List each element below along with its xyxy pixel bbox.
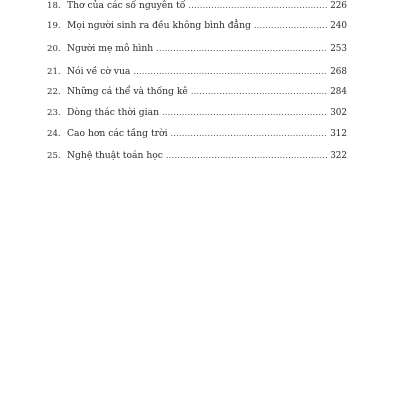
toc-entry-number: 24.: [47, 129, 61, 139]
toc-entry: [47, 65, 347, 79]
toc-dot-leader: [191, 85, 327, 99]
toc-entry-number: 21.: [47, 67, 61, 77]
toc-dot-leader: [188, 0, 327, 13]
toc-entry: [47, 149, 347, 163]
toc-entry-page: 322: [330, 151, 347, 161]
toc-entry-number: 23.: [47, 108, 61, 118]
toc-entry-number: 18.: [47, 1, 61, 11]
toc-entry: [47, 106, 347, 120]
toc-entry-number: 20.: [47, 44, 61, 54]
toc-entry-title: Thơ của các số nguyên tố: [67, 0, 186, 11]
toc-entry-title: Mọi người sinh ra đều không bình đẳng: [67, 20, 251, 31]
toc-entry-page: 253: [330, 44, 347, 54]
toc-dot-leader: [156, 42, 327, 56]
toc-entry: [47, 85, 347, 99]
toc-dot-leader: [171, 127, 328, 141]
toc-entry-title: Cao hơn các tầng trời: [67, 128, 168, 139]
toc-entry: [47, 19, 347, 33]
toc-dot-leader: [162, 106, 327, 120]
toc-entry-title: Nghệ thuật toán học: [67, 150, 163, 161]
toc-entry-title: Người mẹ mô hình: [67, 43, 154, 54]
toc-entry-number: 22.: [47, 87, 61, 97]
toc-dot-leader: [133, 65, 327, 79]
toc-dot-leader: [254, 19, 327, 33]
toc-entry-title: Những cá thể và thống kê: [67, 86, 188, 97]
toc-entry-number: 19.: [47, 21, 61, 31]
toc-entry-page: 302: [330, 108, 347, 118]
toc-dot-leader: [166, 149, 327, 163]
toc-entry: [47, 127, 347, 141]
toc-entry-number: 25.: [47, 151, 61, 161]
toc-entry: [47, 0, 347, 13]
toc-entry: [47, 42, 347, 56]
toc-entry-title: Nói về cờ vua: [67, 66, 131, 77]
toc-entry-title: Dòng thác thời gian: [67, 107, 159, 118]
toc-entry-page: 240: [330, 21, 347, 31]
toc-entry-page: 312: [330, 129, 347, 139]
toc-entry-page: 226: [330, 1, 347, 11]
toc-entry-page: 268: [330, 67, 347, 77]
toc-entry-page: 284: [330, 87, 347, 97]
